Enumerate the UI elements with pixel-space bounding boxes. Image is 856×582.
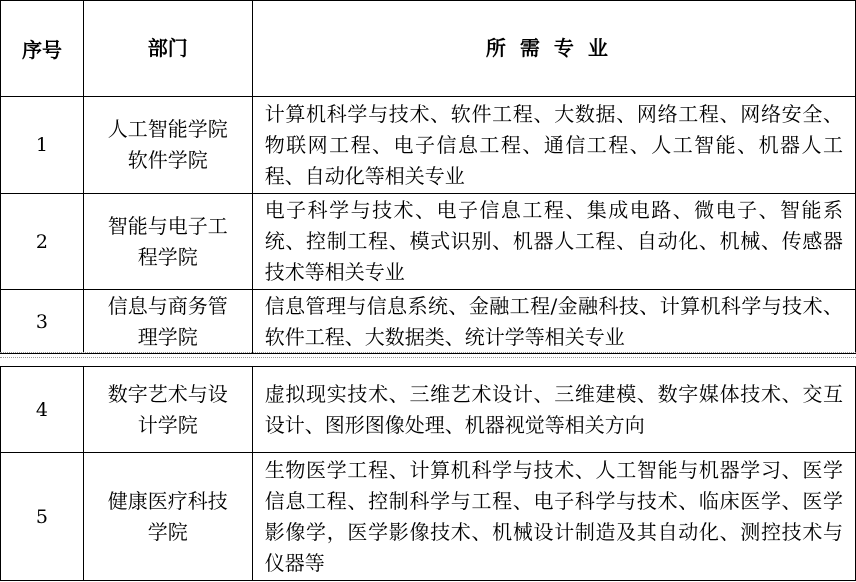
row-required-majors: 信息管理与信息系统、金融工程/金融科技、计算机科学与技术、软件工程、大数据类、统计学等相关专业 (252, 290, 855, 354)
table-row (1, 97, 856, 194)
header-required-majors: 所需专业 (252, 1, 855, 97)
department-line: 软件学院 (127, 148, 208, 172)
page-break-line (0, 352, 856, 358)
row-serial-number: 5 (1, 453, 84, 581)
department-line: 人工智能学院 (107, 117, 228, 141)
table-row (1, 290, 856, 354)
row-department (83, 453, 252, 581)
row-department (83, 367, 252, 453)
department-line: 信息与商务管 (107, 293, 228, 318)
row-department (83, 194, 252, 290)
department-line: 理学院 (137, 324, 198, 349)
table-row (1, 367, 856, 453)
department-line: 数字艺术与设 (107, 381, 228, 406)
row-required-majors: 计算机科学与技术、软件工程、大数据、网络工程、网络安全、物联网工程、电子信息工程、通信工程、人工智能、机器人工程、自动化等相关专业 (252, 97, 855, 194)
header-serial-number: 序号 (1, 1, 84, 97)
table-row (1, 453, 856, 581)
row-serial-number: 1 (1, 97, 84, 194)
row-required-majors: 电子科学与技术、电子信息工程、集成电路、微电子、智能系统、控制工程、模式识别、机器人工程、自动化、机械、传感器技术等相关专业 (252, 194, 855, 290)
department-line: 计学院 (137, 412, 198, 437)
row-required-majors: 虚拟现实技术、三维艺术设计、三维建模、数字媒体技术、交互设计、图形图像处理、机器视觉等相关方向 (252, 367, 855, 453)
department-line: 学院 (147, 519, 188, 544)
row-serial-number: 2 (1, 194, 84, 290)
department-line: 健康医疗科技 (107, 488, 228, 513)
header-department: 部门 (83, 1, 252, 97)
majors-table-part-2 (0, 366, 856, 581)
row-required-majors: 生物医学工程、计算机科学与技术、人工智能与机器学习、医学信息工程、控制科学与工程、电子科学与技术、临床医学、医学影像学，医学影像技术、机械设计制造及其自动化、测控技术与仪器等 (252, 453, 855, 581)
row-serial-number: 4 (1, 367, 84, 453)
row-department (83, 97, 252, 194)
row-serial-number: 3 (1, 290, 84, 354)
table-row (1, 194, 856, 290)
page-break-separator (0, 352, 856, 366)
department-line: 智能与电子工 (107, 213, 228, 238)
department-line: 程学院 (137, 244, 198, 269)
table-header-row (1, 1, 856, 97)
row-department (83, 290, 252, 354)
